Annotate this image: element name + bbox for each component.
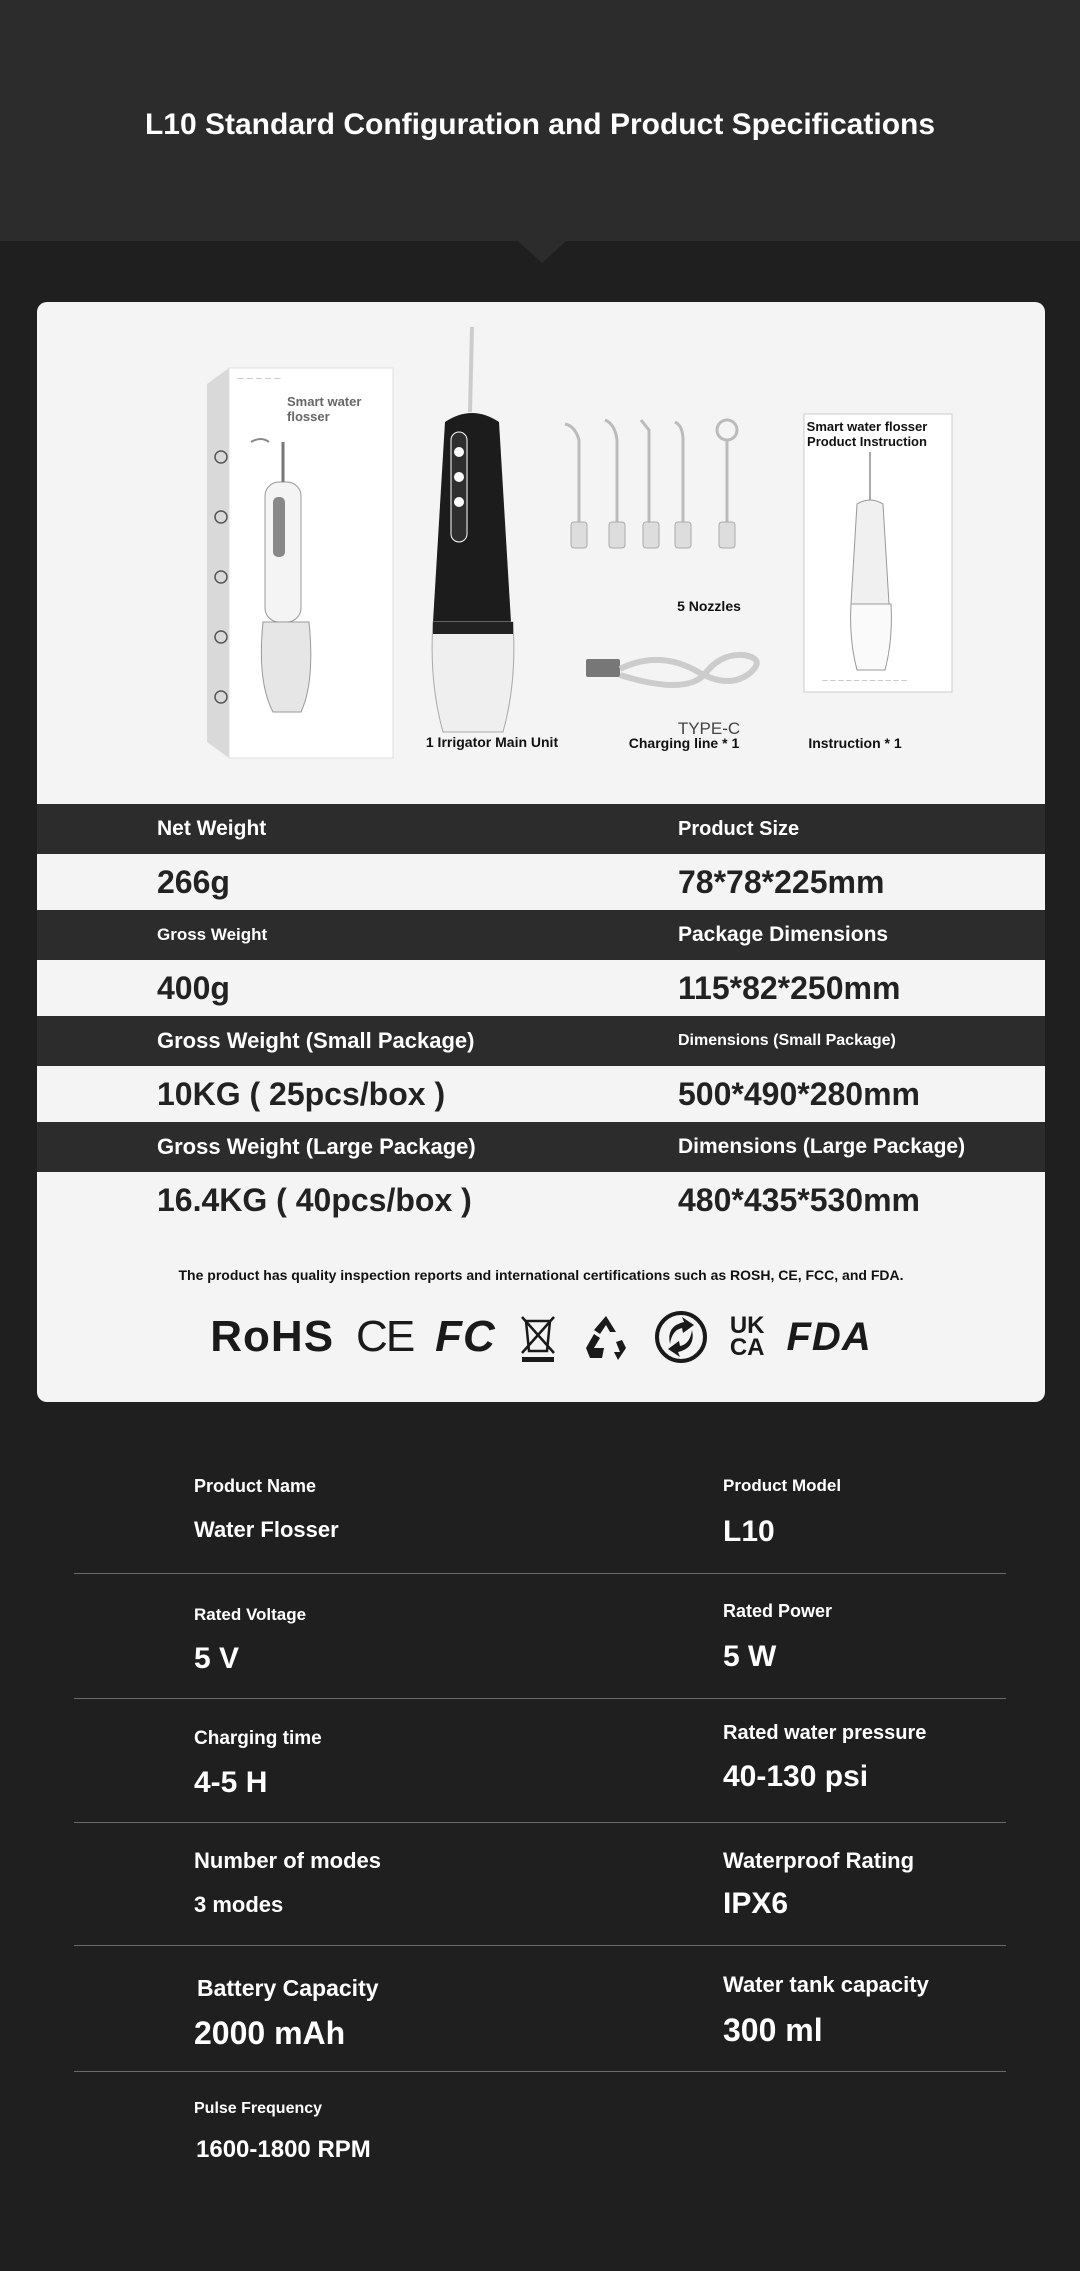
product-size-value: 78*78*225mm — [678, 864, 885, 900]
recycling-icon — [580, 1312, 632, 1362]
manual-title — [767, 419, 967, 449]
dimensions-small-value: 500*490*280mm — [678, 1076, 920, 1112]
ukca-logo — [729, 1312, 765, 1361]
gross-weight-large-label: Gross Weight (Large Package) — [157, 1134, 476, 1159]
spec-value-row — [37, 1066, 1045, 1122]
net-weight-value: 266g — [157, 864, 230, 900]
divider — [74, 1945, 1006, 1946]
svg-text:— — — — — — — — — — —: — — — — — — — — — — — — [822, 677, 908, 684]
water-tank-capacity-value: 300 ml — [723, 2012, 823, 2048]
rated-voltage-value: 5 V — [194, 1642, 240, 1675]
spec-header-row — [37, 1122, 1045, 1172]
package-dimensions-value: 115*82*250mm — [678, 970, 901, 1006]
battery-capacity-label: Battery Capacity — [197, 1975, 379, 2001]
product-name-value: Water Flosser — [194, 1517, 339, 1542]
certification-note: The product has quality inspection reports and international certifications such as ROSH, CE, FCC, and FDA. — [178, 1267, 904, 1283]
dimensions-large-label: Dimensions (Large Package) — [678, 1135, 966, 1158]
battery-capacity-value: 2000 mAh — [194, 2015, 346, 2051]
product-model-value: L10 — [723, 1515, 775, 1548]
nozzles-image — [557, 412, 797, 592]
spec-header-row — [37, 1016, 1045, 1066]
ukca-logo-line2: CA — [729, 1334, 765, 1361]
rated-water-pressure-value: 40-130 psi — [723, 1760, 869, 1793]
green-dot-icon — [654, 1310, 708, 1364]
manual-title-line1: Smart water flosser — [806, 419, 928, 434]
spec-header-row — [37, 910, 1045, 960]
fda-logo: FDA — [786, 1314, 872, 1359]
main-unit-label: 1 Irrigator Main Unit — [425, 734, 559, 750]
fcc-logo: FC — [435, 1312, 496, 1361]
charging-time-label: Charging time — [194, 1728, 322, 1749]
nozzles-label: 5 Nozzles — [677, 598, 741, 614]
spec-value-row — [37, 854, 1045, 910]
gross-weight-label: Gross Weight — [157, 925, 268, 944]
charging-time-value: 4-5 H — [194, 1766, 268, 1799]
divider — [74, 2071, 1006, 2072]
pulse-frequency-value: 1600-1800 RPM — [196, 2136, 371, 2163]
gross-weight-value: 400g — [157, 970, 230, 1006]
spec-header-row — [37, 804, 1045, 854]
weee-bin-icon — [518, 1311, 558, 1363]
waterproof-rating-label: Waterproof Rating — [723, 1848, 915, 1873]
certification-logos — [37, 1302, 1045, 1372]
rated-voltage-label: Rated Voltage — [194, 1605, 307, 1624]
dimensions-large-value: 480*435*530mm — [678, 1182, 920, 1218]
instruction-label: Instruction * 1 — [808, 735, 902, 751]
rated-water-pressure-label: Rated water pressure — [723, 1722, 927, 1744]
main-unit-image — [407, 322, 537, 742]
gross-weight-large-value: 16.4KG ( 40pcs/box ) — [157, 1182, 472, 1218]
package-box-label — [287, 394, 361, 424]
ukca-logo-line1: UK — [729, 1312, 765, 1339]
rated-power-value: 5 W — [723, 1640, 777, 1673]
instruction-manual-image — [802, 412, 954, 694]
rated-power-label: Rated Power — [723, 1601, 833, 1621]
rohs-logo: RoHS — [210, 1312, 335, 1361]
manual-title-line2: Product Instruction — [807, 434, 927, 449]
package-dimensions-label: Package Dimensions — [678, 923, 889, 946]
divider — [74, 1698, 1006, 1699]
pulse-frequency-label: Pulse Frequency — [194, 2100, 323, 2117]
header-notch — [518, 241, 566, 263]
product-name-label: Product Name — [194, 1476, 317, 1496]
charging-type-label: TYPE-C — [677, 719, 741, 738]
gross-weight-small-value: 10KG ( 25pcs/box ) — [157, 1076, 446, 1112]
product-model-label: Product Model — [723, 1476, 842, 1495]
waterproof-rating-value: IPX6 — [723, 1887, 789, 1920]
water-tank-capacity-label: Water tank capacity — [723, 1972, 929, 1997]
number-of-modes-label: Number of modes — [194, 1848, 382, 1873]
package-box-label-line2: flosser — [287, 409, 330, 424]
gross-weight-small-label: Gross Weight (Small Package) — [157, 1028, 475, 1053]
svg-text:— — — — —: — — — — — — [237, 374, 281, 382]
number-of-modes-value: 3 modes — [194, 1892, 284, 1917]
spec-value-row — [37, 1172, 1045, 1228]
dimensions-small-label: Dimensions (Small Package) — [678, 1032, 896, 1049]
charging-line-label: Charging line * 1 — [628, 735, 740, 751]
ce-logo: CE — [356, 1312, 414, 1361]
page-header — [0, 0, 1080, 241]
package-box-label-line1: Smart water — [287, 394, 362, 409]
spec-value-row — [37, 960, 1045, 1016]
net-weight-label: Net Weight — [157, 817, 267, 840]
configuration-card — [37, 302, 1045, 1402]
divider — [74, 1822, 1006, 1823]
charging-cable-image — [582, 647, 782, 697]
product-size-label: Product Size — [678, 818, 800, 840]
page-title: L10 Standard Configuration and Product Specifications — [144, 108, 936, 141]
divider — [74, 1573, 1006, 1574]
